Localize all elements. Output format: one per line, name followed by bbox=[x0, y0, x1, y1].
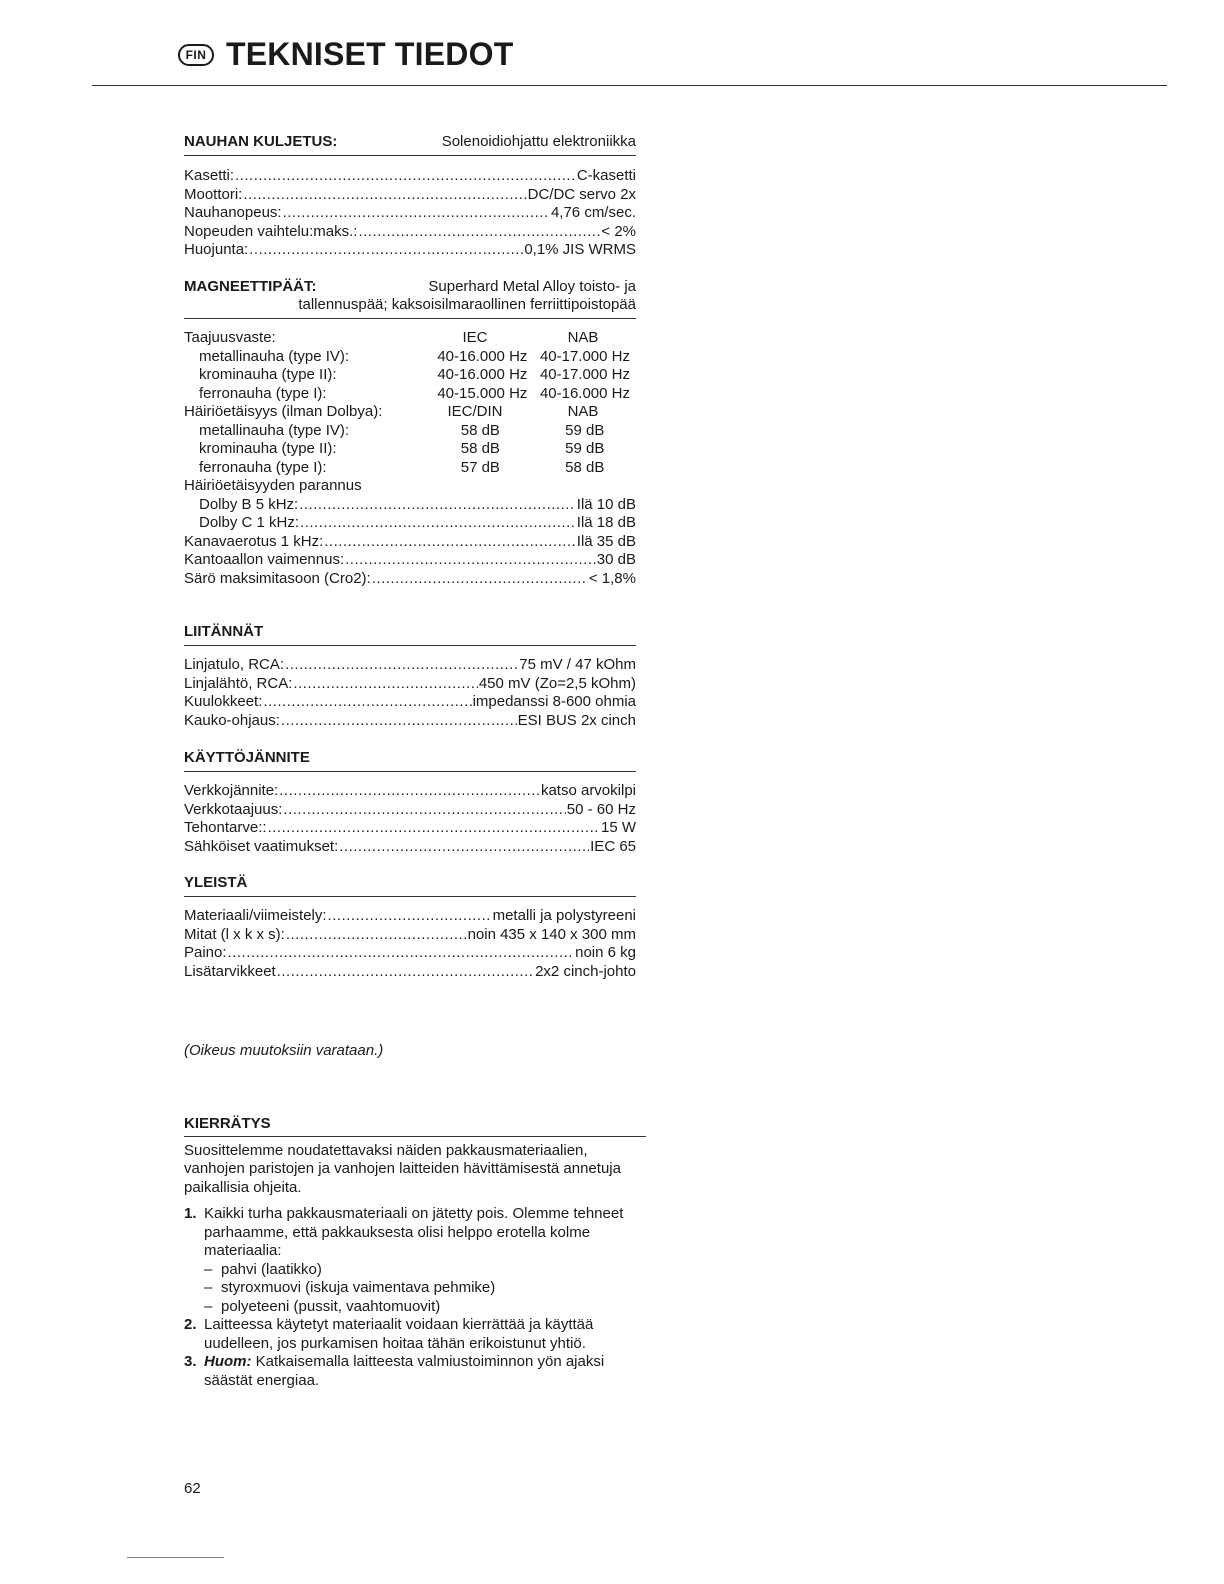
power-section bbox=[184, 749, 636, 856]
nr-header: Häiriöetäisyyden parannus bbox=[184, 477, 362, 494]
spec-row: Särö maksimitasoon (Cro2): ..... < 1,8% bbox=[184, 570, 636, 589]
transport-desc: Solenoidiohjattu elektroniikka bbox=[441, 133, 636, 150]
spec-row: Dolby B 5 kHz: ..... Ilä 10 dB bbox=[184, 496, 636, 515]
spec-row: Moottori: ..... DC/DC servo 2x bbox=[184, 186, 636, 205]
spec-row: Verkkojännite: ..... katso arvokilpi bbox=[184, 782, 636, 801]
heads-section bbox=[184, 278, 636, 588]
header-rule bbox=[92, 85, 1167, 86]
disclaimer-note: (Oikeus muutoksiin varataan.) bbox=[184, 1042, 384, 1059]
sub-list-item: – styroxmuovi (iskuja vaimentava pehmike) bbox=[204, 1279, 496, 1296]
divider bbox=[184, 318, 636, 319]
spec-row: Dolby C 1 kHz: ..... Ilä 18 dB bbox=[184, 514, 636, 533]
snr-row: krominauha (type II): 58 dB 59 dB bbox=[199, 440, 605, 457]
recycling-title: KIERRÄTYS bbox=[184, 1115, 271, 1132]
footer-line bbox=[127, 1557, 224, 1558]
sub-list-item: – pahvi (laatikko) bbox=[204, 1260, 322, 1278]
spec-row: Nopeuden vaihtelu:maks.: ..... < 2% bbox=[184, 223, 636, 242]
list-item: 3. Huom: Katkaisemalla laitteesta valmiustoiminnon yön ajaksi säästät energiaa. bbox=[184, 1353, 605, 1389]
connections-section bbox=[184, 623, 636, 730]
spec-row: Lisätarvikkeet ..... 2x2 cinch-johto bbox=[184, 963, 636, 982]
spec-row: Verkkotaajuus: ..... 50 - 60 Hz bbox=[184, 801, 636, 820]
spec-row: Mitat (l x k x s): ..... noin 435 x 140 x 300 mm bbox=[184, 926, 636, 945]
spec-row: Kanavaerotus 1 kHz: ..... Ilä 35 dB bbox=[184, 533, 636, 552]
page-title: TEKNISET TIEDOT bbox=[226, 36, 514, 72]
freq-row: ferronauha (type I): 40-15.000 Hz 40-16.000 Hz bbox=[199, 384, 630, 402]
list-item: 1. Kaikki turha pakkausmateriaali on jätetty pois. Olemme tehneet parhaamme, että pakkauksesta olisi helppo erotella kolme materiaalia: bbox=[184, 1205, 624, 1259]
snr-header: Häiriöetäisyys (ilman Dolbya): IEC/DIN NAB bbox=[184, 403, 599, 420]
general-section bbox=[184, 874, 636, 981]
spec-row: Nauhanopeus: ..... 4,76 cm/sec. bbox=[184, 204, 636, 223]
transport-title: NAUHAN KULJETUS: bbox=[184, 133, 338, 150]
divider bbox=[184, 1136, 646, 1137]
spec-row: Kantoaallon vaimennus: ..... 30 dB bbox=[184, 551, 636, 570]
recycling-section bbox=[184, 1115, 646, 1390]
spec-row: Paino: ..... noin 6 kg bbox=[184, 944, 636, 963]
freq-row: metallinauha (type IV): 40-16.000 Hz 40-17.000 Hz bbox=[199, 347, 630, 365]
spec-row: Linjatulo, RCA: ..... 75 mV / 47 kOhm bbox=[184, 656, 636, 675]
spec-row: Huojunta: ..... 0,1% JIS WRMS bbox=[184, 241, 636, 260]
spec-row: Linjalähtö, RCA: ..... 450 mV (Zo=2,5 kOhm) bbox=[184, 675, 636, 694]
spec-row: Tehontarve:: ..... 15 W bbox=[184, 819, 636, 838]
snr-row: ferronauha (type I): 57 dB 58 dB bbox=[199, 458, 605, 476]
page-header bbox=[178, 36, 513, 73]
divider bbox=[184, 896, 636, 897]
sub-list-item: – polyeteeni (pussit, vaahtomuovit) bbox=[204, 1297, 441, 1315]
page-number: 62 bbox=[184, 1480, 201, 1497]
spec-row: Kauko-ohjaus: ..... ESI BUS 2x cinch bbox=[184, 712, 636, 731]
freq-header: Taajuusvaste: IEC NAB bbox=[184, 329, 599, 346]
heads-title: MAGNEETTIPÄÄT: bbox=[184, 278, 317, 295]
note-label: Huom: bbox=[204, 1353, 252, 1370]
freq-row: krominauha (type II): 40-16.000 Hz 40-17.000 Hz bbox=[199, 366, 630, 383]
spec-row: Sähköiset vaatimukset: ..... IEC 65 bbox=[184, 838, 636, 857]
power-title: KÄYTTÖJÄNNITE bbox=[184, 749, 310, 766]
snr-row: metallinauha (type IV): 58 dB 59 dB bbox=[199, 421, 605, 439]
language-badge: FIN bbox=[178, 44, 214, 66]
list-item: 2. Laitteessa käytetyt materiaalit voidaan kierrättää ja käyttää uudelleen, jos purkamisen hoitaa tähän erikoistunut yhtiö. bbox=[184, 1316, 594, 1352]
divider bbox=[184, 155, 636, 156]
general-title: YLEISTÄ bbox=[184, 874, 248, 891]
heads-desc-2: tallennuspää; kaksoisilmaraollinen ferriittipoistopää bbox=[298, 296, 636, 313]
spec-row: Kasetti: ..... C-kasetti bbox=[184, 167, 636, 186]
spec-row: Materiaali/viimeistely: ..... metalli ja polystyreeni bbox=[184, 907, 636, 926]
recycling-intro: Suosittelemme noudatettavaksi näiden pakkausmateriaalien, vanhojen paristojen ja vanhojen laitteiden hävittämisestä annetuja paikallisia ohjeita. bbox=[184, 1141, 621, 1196]
spec-row: Kuulokkeet: ..... impedanssi 8-600 ohmia bbox=[184, 693, 636, 712]
transport-section bbox=[184, 133, 636, 260]
heads-desc: Superhard Metal Alloy toisto- ja bbox=[428, 278, 636, 295]
divider bbox=[184, 645, 636, 646]
connections-title: LIITÄNNÄT bbox=[184, 623, 264, 640]
divider bbox=[184, 771, 636, 772]
